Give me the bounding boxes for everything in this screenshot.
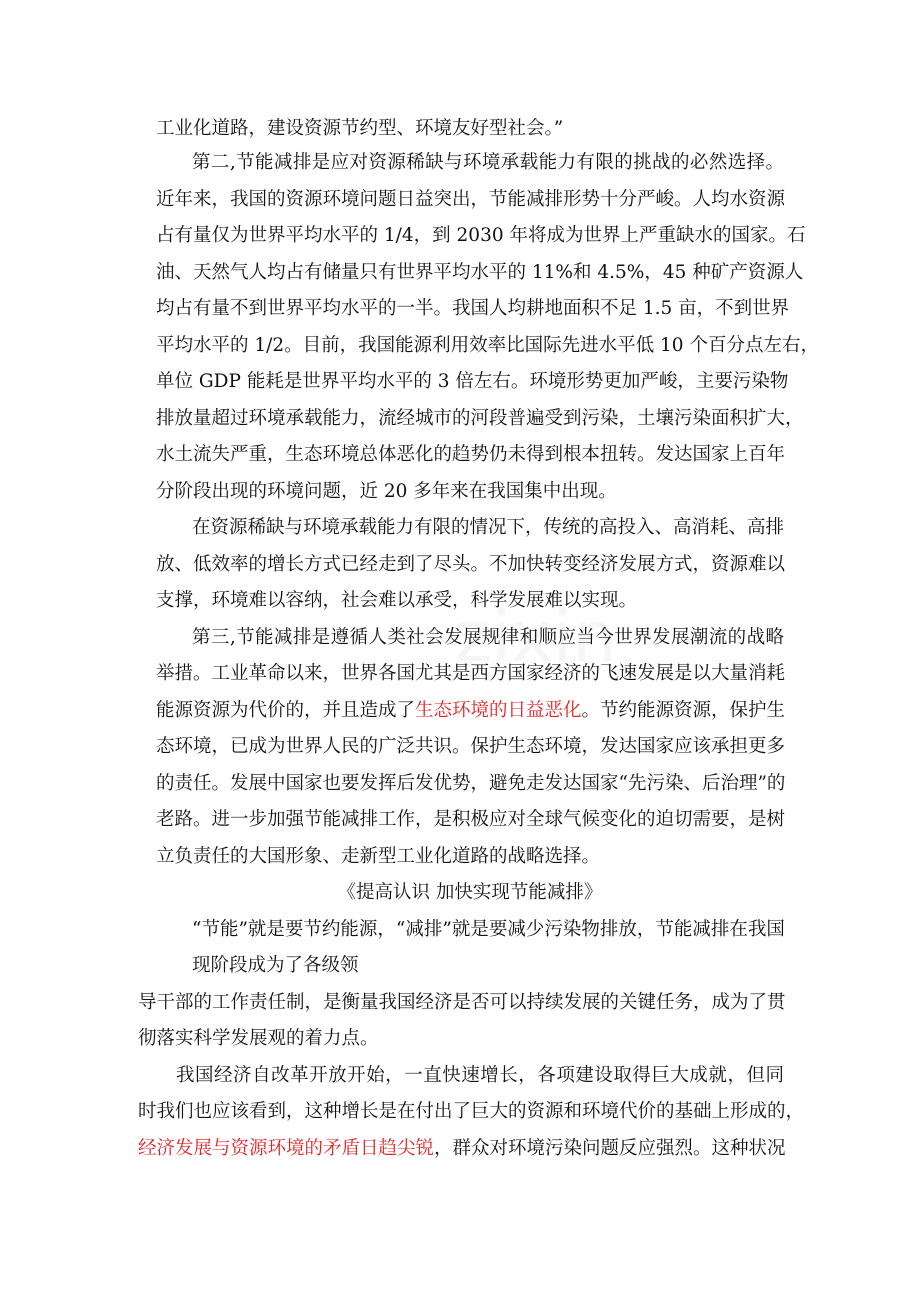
paragraph-line: 放、低效率的增长方式已经走到了尽头。不加快转变经济发展方式，资源难以	[156, 554, 786, 575]
watermark: zixin	[455, 596, 617, 678]
paragraph-line-highlight	[156, 694, 784, 728]
paragraph-line: “节能”就是要节约能源，“减排”就是要减少污染物排放，节能减排在我国	[192, 919, 785, 940]
highlighted-text: 生态环境的日益恶化	[415, 700, 582, 721]
paragraph-line: 分阶段出现的环境问题，近 20 多年来在我国集中出现。	[156, 481, 617, 502]
paragraph-line: 第三,节能减排是遵循人类社会发展规律和顺应当今世界发展潮流的战略	[192, 627, 784, 648]
paragraph-line: 近年来，我国的资源环境问题日益突出，节能减排形势十分严峻。人均水资源	[156, 189, 786, 210]
paragraph-line: 平均水平的 1/2。目前，我国能源利用效率比国际先进水平低 10 个百分点左右，	[156, 335, 819, 356]
highlighted-text: 经济发展与资源环境的矛盾日趋尖锐	[138, 1138, 435, 1159]
paragraph-line: 工业化道路，建设资源节约型、环境友好型社会。”	[156, 118, 564, 139]
paragraph-line: 彻落实科学发展观的着力点。	[138, 1028, 379, 1049]
text-segment: ，群众对环境污染问题反应强烈。这种状况	[434, 1138, 786, 1159]
paragraph-line: 占有量仅为世界平均水平的 1/4，到 2030 年将成为世界上严重缺水的国家。石	[156, 225, 806, 246]
paragraph-line: 排放量超过环境承载能力，流经城市的河段普遍受到污染，土壤污染面积扩大，	[156, 408, 804, 429]
paragraph-line: 时我们也应该看到，这种增长是在付出了巨大的资源和环境代价的基础上形成的，	[138, 1101, 805, 1122]
paragraph-line: 老路。进一步加强节能减排工作，是积极应对全球气候变化的迫切需要，是树	[156, 809, 786, 830]
paragraph-line: 导干部的工作责任制，是衡量我国经济是否可以持续发展的关键任务，成为了贯	[138, 992, 786, 1013]
text-segment: 。节约能源资源，保护生	[581, 700, 786, 721]
paragraph-line: 我国经济自改革开放开始，一直快速增长，各项建设取得巨大成就，但同	[176, 1065, 784, 1086]
paragraph-line: 油、天然气人均占有储量只有世界平均水平的 11%和 4.5%，45 种矿产资源人	[156, 262, 804, 283]
paragraph-line: 支撑，环境难以容纳，社会难以承受，科学发展难以实现。	[156, 590, 638, 611]
section-title: 《提高认识 加快实现节能减排》	[337, 882, 603, 903]
paragraph-line: 态环境，已成为世界人民的广泛共识。保护生态环境，发达国家应该承担更多	[156, 736, 786, 757]
paragraph-line: 在资源稀缺与环境承载能力有限的情况下，传统的高投入、高消耗、高排	[192, 517, 785, 538]
paragraph-line: 现阶段成为了各级领	[192, 955, 359, 976]
paragraph-line: 水土流失严重，生态环境总体恶化的趋势仍未得到根本扭转。发达国家上百年	[156, 444, 786, 465]
paragraph-line-highlight	[138, 1132, 784, 1166]
paragraph-line: 立负责任的大国形象、走新型工业化道路的战略选择。	[156, 846, 601, 867]
text-segment: 能源资源为代价的，并且造成了	[156, 700, 416, 721]
paragraph-line: 第二,节能减排是应对资源稀缺与环境承载能力有限的挑战的必然选择。	[192, 152, 784, 173]
paragraph-line: 单位 GDP 能耗是世界平均水平的 3 倍左右。环境形势更加严峻，主要污染物	[156, 371, 789, 392]
paragraph-line: 举措。工业革命以来，世界各国尤其是西方国家经济的飞速发展是以大量消耗	[156, 663, 786, 684]
paragraph-line: 的责任。发展中国家也要发挥后发优势，避免走发达国家“先污染、后治理”的	[156, 773, 786, 794]
paragraph-line: 均占有量不到世界平均水平的一半。我国人均耕地面积不足 1.5 亩，不到世界	[156, 298, 790, 319]
